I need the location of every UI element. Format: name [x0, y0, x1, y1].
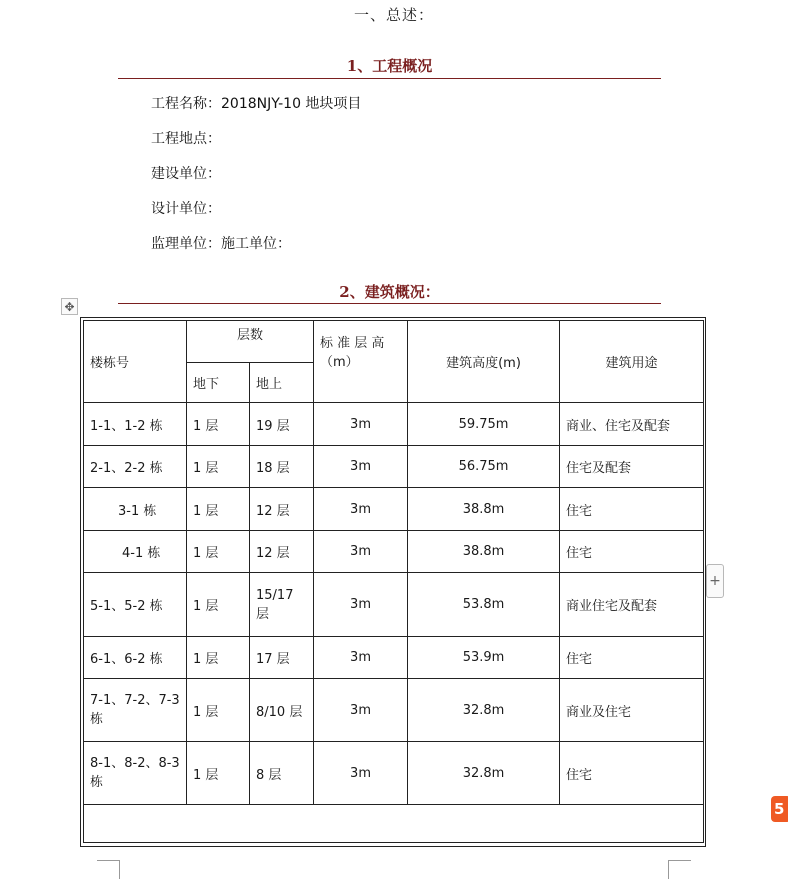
table-row — [84, 573, 704, 637]
table-row — [84, 446, 704, 488]
header-std-height: 标 准 层 高（m） — [314, 321, 408, 403]
underground-cell: 1 层 — [187, 446, 250, 488]
supervision-contractor-field: 监理单位：施工单位： — [151, 236, 291, 252]
building-cell: 2-1、2-2 栋 — [84, 446, 187, 488]
height-cell: 53.8m — [408, 573, 560, 637]
aboveground-cell: 17 层 — [250, 637, 314, 679]
table-row — [84, 679, 704, 742]
table-row — [84, 488, 704, 531]
building-cell: 3-1 栋 — [84, 488, 187, 531]
underground-cell: 1 层 — [187, 403, 250, 446]
aboveground-cell: 12 层 — [250, 531, 314, 573]
aboveground-cell: 8 层 — [250, 742, 314, 805]
building-cell: 5-1、5-2 栋 — [84, 573, 187, 637]
usage-cell: 商业及住宅 — [560, 679, 704, 742]
height-cell: 32.8m — [408, 742, 560, 805]
table-row — [84, 742, 704, 805]
building-cell: 1-1、1-2 栋 — [84, 403, 187, 446]
building-cell: 4-1 栋 — [84, 531, 187, 573]
section-title-project-overview: 1、工程概况 — [346, 57, 433, 75]
header-aboveground: 地上 — [250, 363, 314, 403]
main-title: 一、总述： — [353, 6, 434, 24]
construction-unit-field: 建设单位： — [151, 166, 221, 182]
std-height-cell: 3m — [314, 679, 408, 742]
table-row-empty — [84, 805, 704, 843]
height-cell: 38.8m — [408, 488, 560, 531]
height-cell: 59.75m — [408, 403, 560, 446]
project-name-field: 工程名称：2018NJY-10 地块项目 — [151, 96, 362, 112]
building-cell: 7-1、7-2、7-3 栋 — [84, 679, 187, 742]
html5-logo-icon[interactable]: 5 — [771, 796, 788, 822]
usage-cell: 住宅及配套 — [560, 446, 704, 488]
height-cell: 38.8m — [408, 531, 560, 573]
section-divider — [118, 78, 661, 79]
building-table — [83, 320, 704, 843]
usage-cell: 住宅 — [560, 531, 704, 573]
empty-cell[interactable] — [84, 805, 704, 843]
header-underground: 地下 — [187, 363, 250, 403]
page-corner-marker — [668, 860, 691, 879]
underground-cell: 1 层 — [187, 488, 250, 531]
underground-cell: 1 层 — [187, 742, 250, 805]
aboveground-cell: 19 层 — [250, 403, 314, 446]
height-cell: 53.9m — [408, 637, 560, 679]
aboveground-cell: 12 层 — [250, 488, 314, 531]
std-height-cell: 3m — [314, 403, 408, 446]
plus-icon[interactable]: + — [706, 564, 724, 598]
header-floors: 层数 — [187, 321, 314, 363]
usage-cell: 住宅 — [560, 637, 704, 679]
table-row — [84, 403, 704, 446]
underground-cell: 1 层 — [187, 573, 250, 637]
building-cell: 8-1、8-2、8-3 栋 — [84, 742, 187, 805]
height-cell: 56.75m — [408, 446, 560, 488]
building-table-frame — [80, 317, 706, 847]
aboveground-cell: 8/10 层 — [250, 679, 314, 742]
header-building: 楼栋号 — [84, 321, 187, 403]
std-height-cell: 3m — [314, 531, 408, 573]
underground-cell: 1 层 — [187, 637, 250, 679]
table-row — [84, 637, 704, 679]
aboveground-cell: 18 层 — [250, 446, 314, 488]
header-height: 建筑高度(m) — [408, 321, 560, 403]
building-cell: 6-1、6-2 栋 — [84, 637, 187, 679]
aboveground-cell: 15/17 层 — [250, 573, 314, 637]
underground-cell: 1 层 — [187, 679, 250, 742]
underground-cell: 1 层 — [187, 531, 250, 573]
usage-cell: 商业、住宅及配套 — [560, 403, 704, 446]
section-divider — [118, 303, 661, 304]
page-corner-marker — [97, 860, 120, 879]
design-unit-field: 设计单位： — [151, 201, 221, 217]
section-title-building-overview: 2、建筑概况： — [339, 283, 440, 301]
table-row — [84, 531, 704, 573]
project-location-field: 工程地点： — [151, 131, 221, 147]
usage-cell: 住宅 — [560, 742, 704, 805]
std-height-cell: 3m — [314, 637, 408, 679]
std-height-cell: 3m — [314, 573, 408, 637]
move-arrows-icon[interactable]: ✥ — [61, 298, 78, 315]
height-cell: 32.8m — [408, 679, 560, 742]
usage-cell: 住宅 — [560, 488, 704, 531]
std-height-cell: 3m — [314, 446, 408, 488]
std-height-cell: 3m — [314, 488, 408, 531]
std-height-cell: 3m — [314, 742, 408, 805]
usage-cell: 商业住宅及配套 — [560, 573, 704, 637]
header-usage: 建筑用途 — [560, 321, 704, 403]
